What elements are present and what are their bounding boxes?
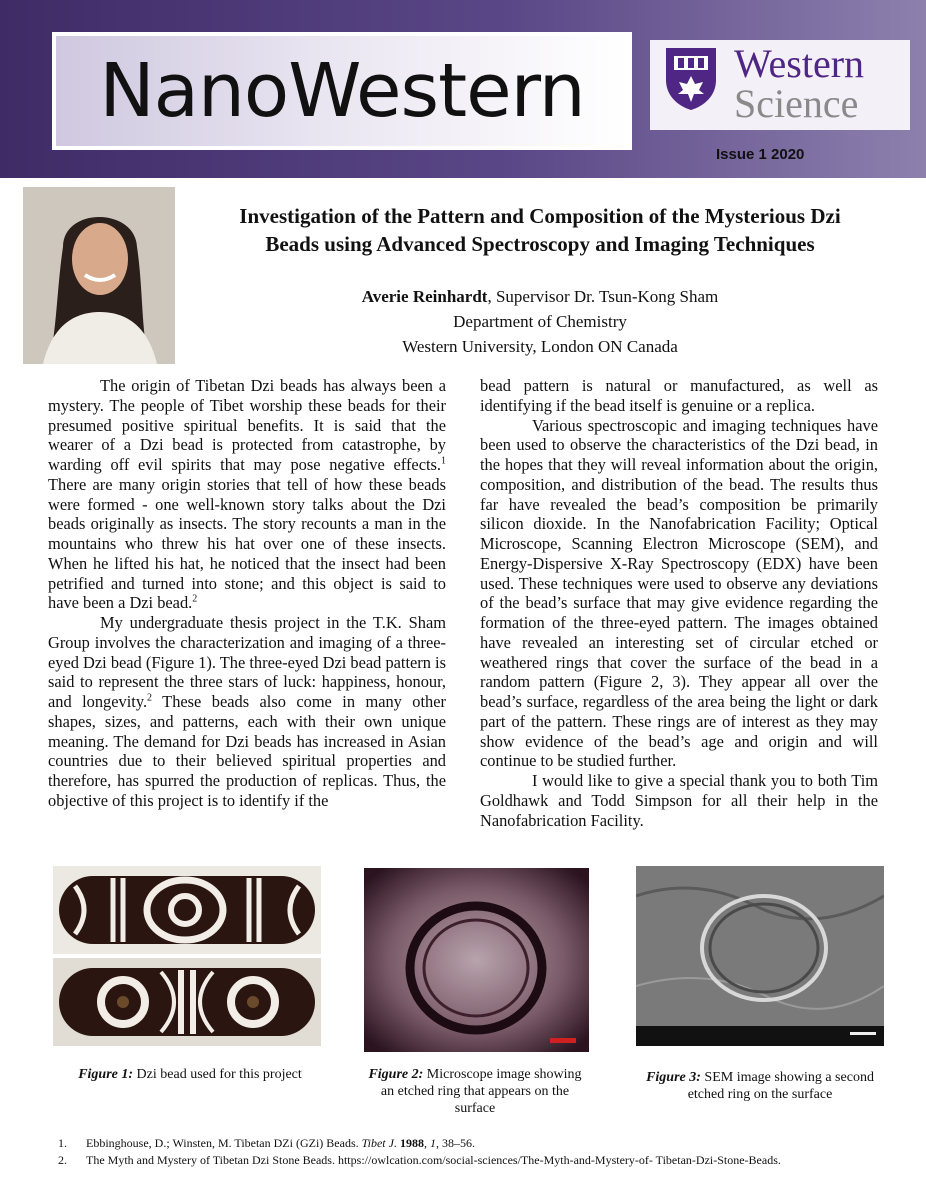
- figure-label: Figure 3:: [646, 1070, 701, 1085]
- supervisor-text: , Supervisor Dr. Tsun-Kong Sham: [487, 287, 719, 306]
- issue-label: Issue 1 2020: [716, 146, 805, 163]
- figure-caption-text: SEM image showing a second etched ring on the surface: [687, 1070, 874, 1102]
- logo-western-text: Western: [734, 41, 865, 86]
- citation-ref: 2: [192, 593, 198, 605]
- author-photo: [23, 187, 175, 364]
- reference-item: [58, 1152, 908, 1169]
- references: [58, 1135, 908, 1169]
- figure2-caption: [368, 1066, 582, 1117]
- masthead-box: [52, 32, 632, 150]
- byline: [190, 284, 890, 359]
- paragraph: [48, 613, 446, 811]
- paragraph: Various spectroscopic and imaging techniques have been used to observe the characteristics of the Dzi bead, in the hopes that they will reveal information about the origin, composition, and distribution of the bead. The results thus far have revealed the bead’s composition be primarily silicon dioxide. In the Nanofabrication Facility; Optical Microscope, Scanning Electron Microscope (SEM), and Energy-Dispersive X-Ray Spectroscopy (EDX) have been used. These techniques were used to observe any deviations of the bead’s surface that may give evidence regarding the formation of the three-eyed pattern. The images obtained have revealed an interesting set of circular etched or weathered rings that cover the surface of the bead in a random pattern (Figure 2, 3). They appear all over the bead’s surface, regardless of the area being the light or dark part of the pattern. These rings are of interest as they may show evidence of the bead’s age and origin and will continue to be studied further.: [480, 415, 878, 771]
- citation-ref: 1: [441, 455, 446, 467]
- western-shield-icon: [664, 46, 718, 112]
- masthead-title: NanoWestern: [99, 48, 585, 134]
- reference-number: 1.: [58, 1136, 67, 1150]
- article-title: [190, 202, 890, 258]
- paragraph: [48, 376, 446, 613]
- figure3-sem-image: [636, 866, 884, 1046]
- figure-caption-text: Microscope image showing an etched ring that appears on the surface: [380, 1067, 582, 1116]
- reference-text: The Myth and Mystery of Tibetan Dzi Stone Beads. https://owlcation.com/social-sciences/The-Myth-and-Mystery-of- Tibetan-Dzi-Stone-Beads.: [86, 1153, 781, 1167]
- paragraph-text: These beads also come in many other shapes, sizes, and patterns, each with their own unique meaning. The demand for Dzi beads has increased in Asian countries due to their believed spiritual properties and therefore, has spurred the production of replicas. Thus, the objective of this project is to identify if the: [48, 692, 446, 810]
- citation-ref: 2: [147, 692, 153, 704]
- reference-text: Ebbinghouse, D.; Winsten, M. Tibetan DZi (GZi) Beads. Tibet J. 1988, 1, 38–56.: [86, 1136, 475, 1150]
- reference-number: 2.: [58, 1153, 67, 1167]
- figure-caption-text: Dzi bead used for this project: [133, 1067, 302, 1082]
- figure-label: Figure 1:: [78, 1067, 134, 1082]
- article-title-line1: Investigation of the Pattern and Composition of the Mysterious Dzi: [239, 204, 841, 228]
- body-column-left: [48, 376, 446, 811]
- author-line: [190, 284, 890, 309]
- author-name: Averie Reinhardt: [361, 287, 488, 306]
- paragraph: I would like to give a special thank you to both Tim Goldhawk and Todd Simpson for all their help in the Nanofabrication Facility.: [480, 771, 878, 830]
- paragraph-text: My undergraduate thesis project in the T.K. Sham Group involves the characterization and imaging of a three-eyed Dzi bead (Figure 1). The three-eyed Dzi bead pattern is said to represent the three stars of luck: happiness, honour, and longevity.: [48, 613, 446, 711]
- article-title-line2: Beads using Advanced Spectroscopy and Imaging Techniques: [265, 232, 815, 256]
- figure1-caption: [70, 1066, 310, 1083]
- figure3-caption: [640, 1069, 880, 1103]
- body-column-right: [480, 376, 878, 830]
- figure-label: Figure 2:: [368, 1067, 424, 1082]
- figure1-bead-photo-bottom: [53, 958, 321, 1046]
- paragraph: bead pattern is natural or manufactured, as well as identifying if the bead itself is genuine or a replica.: [480, 376, 878, 415]
- institution: Western University, London ON Canada: [402, 337, 678, 356]
- reference-item: [58, 1135, 908, 1152]
- paragraph-text: The origin of Tibetan Dzi beads has always been a mystery. The people of Tibet worship these beads for their presumed positive spiritual benefits. It is said that the wearer of a Dzi bead is protected from catastrophe, by warding off evil spirits that may pose negative effects.: [48, 376, 446, 474]
- figure2-microscope-image: [364, 868, 589, 1052]
- logo-science-text: Science: [734, 81, 859, 126]
- figure1-bead-photo-top: [53, 866, 321, 954]
- header-banner: [0, 0, 926, 178]
- western-science-logo: [650, 40, 910, 130]
- paragraph-text: There are many origin stories that tell of how these beads were formed - one well-known story talks about the Dzi beads originally as insects. The story recounts a man in the mountains who threw his hat over one of these insects. When he lifted his hat, he noticed that the insect had been petrified and turned into stone; and this object is said to have been a Dzi bead.: [48, 474, 446, 613]
- department: Department of Chemistry: [453, 312, 627, 331]
